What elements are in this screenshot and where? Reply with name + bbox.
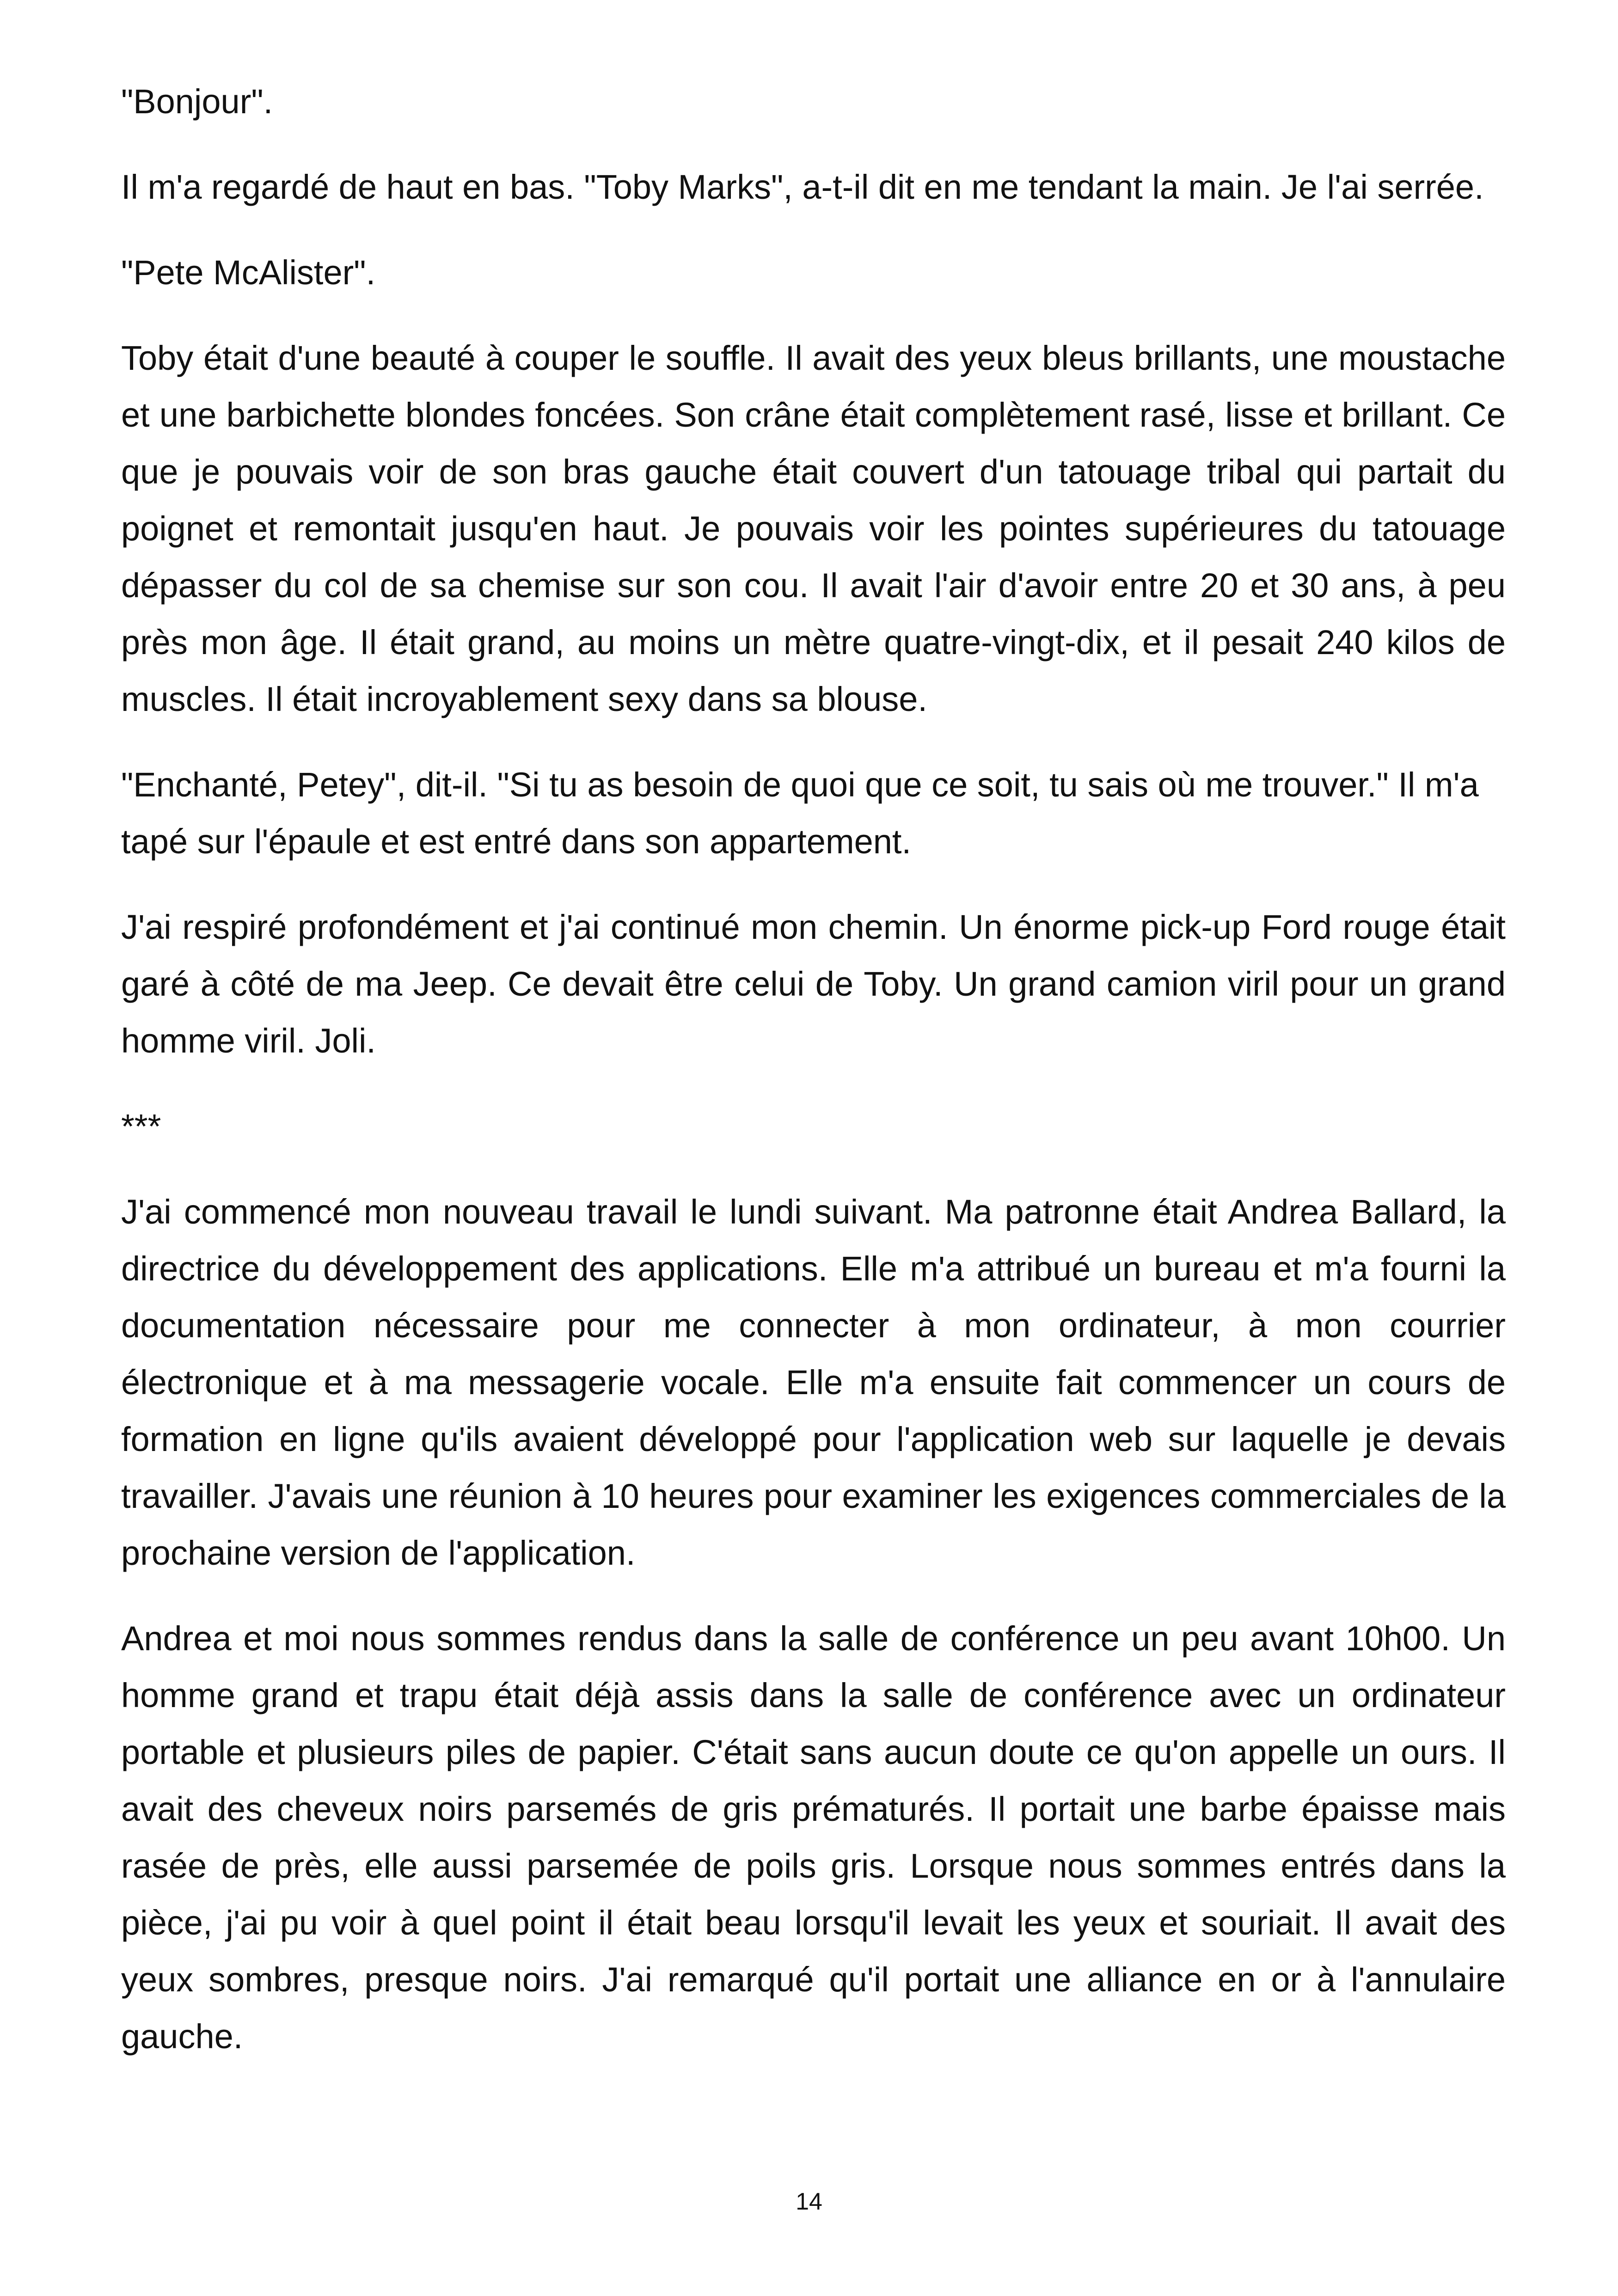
scene-break: ***	[121, 1107, 161, 1145]
paragraph-description-toby: Toby était d'une beauté à couper le souffle. Il avait des yeux bleus brillants, une moustache et une barbichette blondes foncées. Son crâne était complètement rasé, lisse et brillant. Ce que je pouvais voir de son bras gauche était couvert d'un tatouage tribal qui partait du poignet et remontait jusqu'en haut. Je pouvais voir les pointes supérieures du tatouage dépasser du col de sa chemise sur son cou. Il avait l'air d'avoir entre 20 et 30 ans, à peu près mon âge. Il était grand, au moins un mètre quatre-vingt-dix, et il pesait 240 kilos de muscles. Il était incroyablement sexy dans sa blouse.	[121, 339, 1506, 718]
paragraph-pickup: J'ai respiré profondément et j'ai continué mon chemin. Un énorme pick-up Ford rouge était garé à côté de ma Jeep. Ce devait être celui de Toby. Un grand camion viril pour un grand homme viril. Joli.	[121, 908, 1506, 1060]
paragraph-introduction: Il m'a regardé de haut en bas. "Toby Marks", a-t-il dit en me tendant la main. Je l'ai serrée.	[121, 168, 1484, 206]
page-number: 14	[796, 2188, 822, 2215]
text-column	[121, 73, 1506, 2094]
paragraph-greeting: "Bonjour".	[121, 82, 273, 121]
paragraph-enchante: "Enchanté, Petey", dit-il. "Si tu as besoin de quoi que ce soit, tu sais où me trouver." Il m'a tapé sur l'épaule et est entré dans son appartement.	[121, 765, 1479, 861]
paragraph-new-job: J'ai commencé mon nouveau travail le lundi suivant. Ma patronne était Andrea Ballard, la directrice du développement des applications. Elle m'a attribué un bureau et m'a fourni la documentation nécessaire pour me connecter à mon ordinateur, à mon courrier électronique et à ma messagerie vocale. Elle m'a ensuite fait commencer un cours de formation en ligne qu'ils avaient développé pour l'application web sur laquelle je devais travailler. J'avais une réunion à 10 heures pour examiner les exigences commerciales de la prochaine version de l'application.	[121, 1193, 1506, 1572]
paragraph-name-reply: "Pete McAlister".	[121, 253, 376, 292]
paragraph-conference-room: Andrea et moi nous sommes rendus dans la salle de conférence un peu avant 10h00. Un homme grand et trapu était déjà assis dans la salle de conférence avec un ordinateur portable et plusieurs piles de papier. C'était sans aucun doute ce qu'on appelle un ours. Il avait des cheveux noirs parsemés de gris prématurés. Il portait une barbe épaisse mais rasée de près, elle aussi parsemée de poils gris. Lorsque nous sommes entrés dans la pièce, j'ai pu voir à quel point il était beau lorsqu'il levait les yeux et souriait. Il avait des yeux sombres, presque noirs. J'ai remarqué qu'il portait une alliance en or à l'annulaire gauche.	[121, 1619, 1506, 2056]
